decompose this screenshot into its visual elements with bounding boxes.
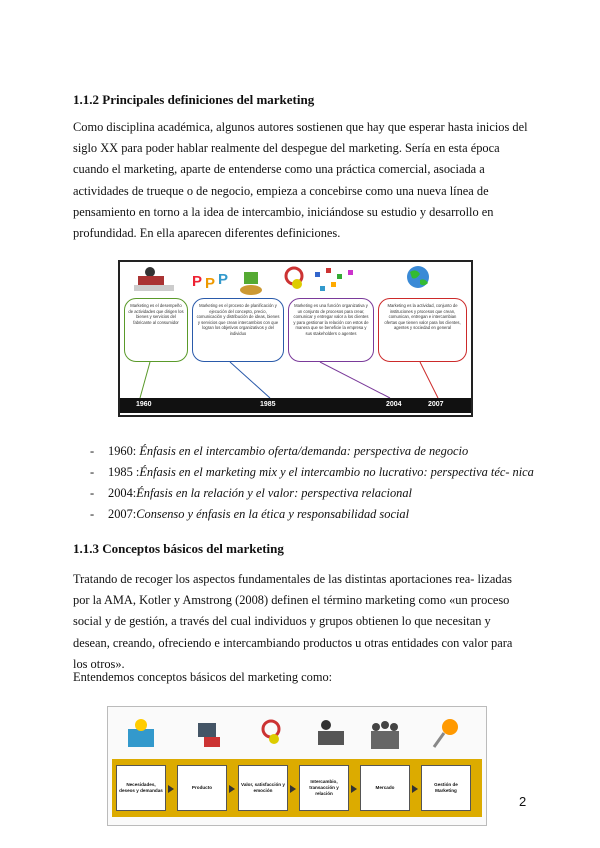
exchange-icon xyxy=(316,715,346,753)
basic-concepts-figure xyxy=(107,706,487,826)
timeline-year: 2007 xyxy=(428,401,444,408)
person-icon xyxy=(134,267,174,291)
marketing-manager-icon xyxy=(430,715,460,753)
definition-bubble: Marketing es la actividad, conjunto de instituciones y procesos que crean, comunican, entregan e intercambian ofertas que tienen valor para los clientes, agentes y sociedad en general xyxy=(378,298,467,362)
bullet-item: - 1960: Énfasis en el intercambio oferta/demanda: perspectiva de negocio xyxy=(90,444,469,458)
ppp-letters-icon xyxy=(192,271,262,295)
section-113-title: 1.1.3 Conceptos básicos del marketing xyxy=(73,541,284,556)
timeline-year: 2004 xyxy=(386,401,402,408)
page-number: 2 xyxy=(519,794,527,809)
timeline-year: 1960 xyxy=(136,401,152,408)
flow-arrow xyxy=(351,785,357,793)
flow-arrow xyxy=(168,785,174,793)
definitions-timeline-figure xyxy=(118,260,473,417)
flow-arrow xyxy=(290,785,296,793)
definition-bubble: Marketing es el desempeño de actividades que dirigen los bienes y servicios del fabricante al consumidor xyxy=(124,298,188,362)
svg-text:P: P xyxy=(192,273,203,290)
market-crowd-icon xyxy=(370,715,400,753)
timeline-year: 1985 xyxy=(260,401,276,408)
timeline-bar xyxy=(120,398,471,413)
section-113-paragraph: Tratando de recoger los aspectos fundamentales de las distintas aportaciones rea- lizadas por la AMA, Kotler y Amstrong (2008) definen el término marketing como «un proceso social y de gestión, a través del cual individuos y grupos obtienen lo que necesitan y desean, creando, ofreciendo e intercambiando productos u otras entidades con valor para los otros». xyxy=(73,572,513,671)
people-icon xyxy=(126,715,156,753)
exchange-icon xyxy=(286,268,353,291)
section-113-intro: Entendemos conceptos básicos del marketing como: xyxy=(73,670,333,684)
flow-arrow xyxy=(229,785,235,793)
flow-arrow xyxy=(412,785,418,793)
bullet-item: - 2004:Énfasis en la relación y el valor: perspectiva relacional xyxy=(90,486,412,500)
concept-box: Necesidades, deseos y demandas xyxy=(116,765,166,811)
bubble-pointers xyxy=(120,362,471,400)
products-icon xyxy=(194,715,224,753)
timeline-illustrations xyxy=(120,262,471,298)
svg-text:P: P xyxy=(205,275,216,292)
concept-box: Producto xyxy=(177,765,227,811)
bullet-item: - 2007:Consenso y énfasis en la ética y responsabilidad social xyxy=(90,507,410,521)
globe-icon xyxy=(407,266,429,288)
concept-box: Mercado xyxy=(360,765,410,811)
svg-text:P: P xyxy=(218,271,229,288)
bullet-item: - 1985 :Énfasis en el marketing mix y el intercambio no lucrativo: perspectiva téc- nica xyxy=(90,465,534,479)
definition-bubble: Marketing es el proceso de planificación y ejecución del concepto, precio, comunicación y distribución de ideas, bienes y servicios que crean intercambios con que logran los objetivos organizativos y del individuo xyxy=(192,298,284,362)
definition-bubble: Marketing es una función organizativa y un conjunto de procesos para crear, comunicar y entregar valor a los clientes y para gestionar la relación con estos de manera que se beneficie la empresa y sus stakeholders o agentes xyxy=(288,298,374,362)
concept-box: Intercambio, transacción y relación xyxy=(299,765,349,811)
section-112-title: 1.1.2 Principales definiciones del marketing xyxy=(73,92,315,107)
section-112-paragraph: Como disciplina académica, algunos autores sostienen que hay que esperar hasta inicios del siglo XX para poder hablar realmente del despegue del marketing. Sería en esta época cuando el marketing, aparte de entenderse como una práctica comercial, asociada a actividades de trueque o de negocio, empieza a concebirse como una nueva línea de pensamiento en torno a la idea de intercambio, iniciándose su estudio y desarrollo en profundidad. En ella aparecen diferentes definiciones. xyxy=(73,120,528,241)
concept-box: Valor, satisfacción y emoción xyxy=(238,765,288,811)
concept-box: Gestión de Marketing xyxy=(421,765,471,811)
value-icon xyxy=(256,715,286,753)
